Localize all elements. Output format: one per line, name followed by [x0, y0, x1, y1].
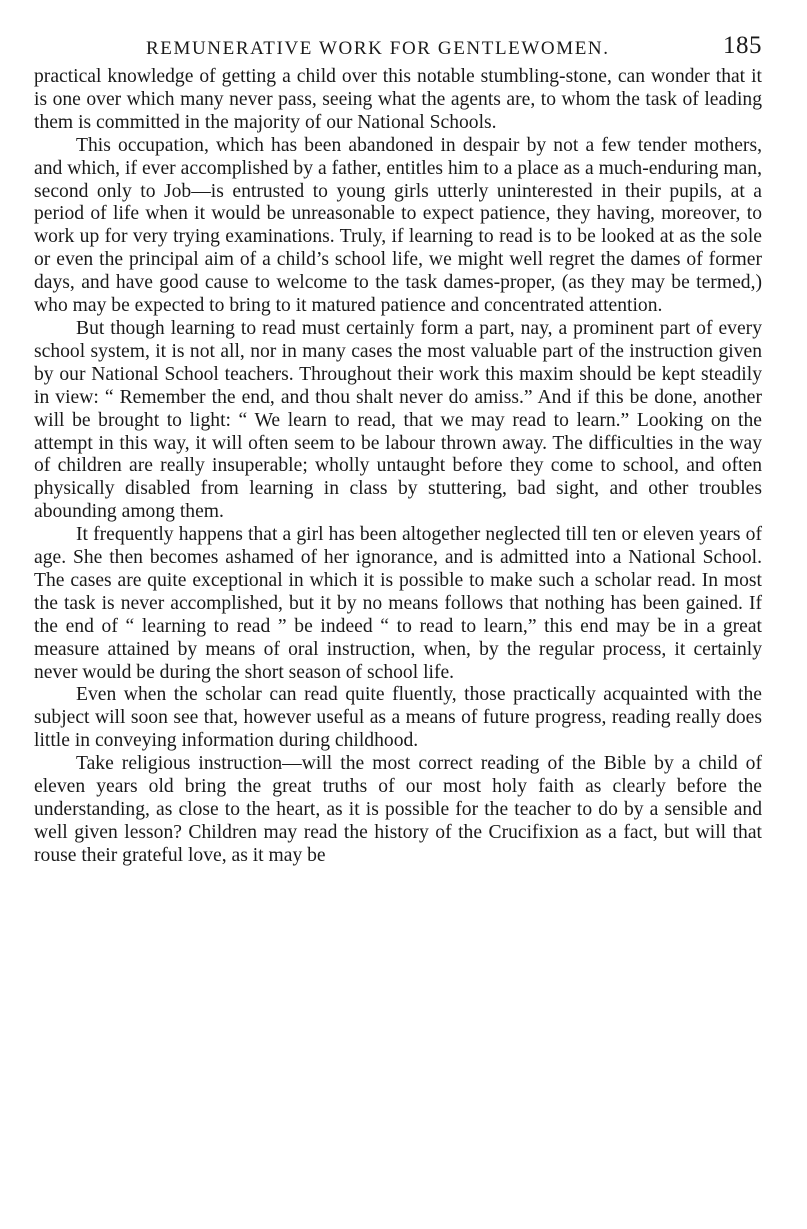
paragraph: Even when the scholar can read quite fluently, those practically acquainted with the subject will soon see that, however useful as a means of future progress, reading really does little in conveying information during childhood. — [34, 684, 762, 752]
paragraph: But though learning to read must certainly form a part, nay, a prominent part of every school system, it is not all, nor in many cases the most valuable part of the instruction given by our National School teachers. Throughout their work this maxim should be kept steadily in view: “ Remember the end, and thou shalt never do amiss.” And if this be done, another will be brought to light: “ We learn to read, that we may read to learn.” Looking on the attempt in this way, it will often seem to be labour thrown away. The difficulties in the way of children are really insuperable; wholly untaught before they come to school, and often physically disabled from learning in class by stuttering, bad sight, and other troubles abounding among them. — [34, 317, 762, 523]
running-title: REMUNERATIVE WORK FOR GENTLEWOMEN. — [146, 38, 610, 59]
paragraph-continued: practical knowledge of getting a child over this notable stumbling-stone, can wonder that it is one over which many never pass, seeing what the agents are, to whom the task of leading them is committed in the majority of our National Schools. — [34, 66, 762, 133]
paragraph: It frequently happens that a girl has been altogether neglected till ten or eleven years of age. She then becomes ashamed of her ignorance, and is admitted into a National School. The cases are quite exceptional in which it is possible to make such a scholar read. In most the task is never accomplished, but it by no means follows that nothing has been gained. If the end of “ learning to read ” be indeed “ to read to learn,” this end may be in a great measure attained by means of oral instruction, when, by the regular process, it certainly never would be during the short season of school life. — [34, 524, 762, 683]
paragraph: Take religious instruction—will the most correct reading of the Bible by a child of eleven years old bring the great truths of our most holy faith as clearly before the understanding, as close to the heart, as it is possible for the teacher to do by a sensible and well given lesson? Children may read the history of the Crucifixion as a fact, but will that rouse their grateful love, as it may be — [34, 753, 762, 866]
running-head — [34, 30, 762, 66]
body-text — [34, 66, 762, 868]
book-page — [34, 30, 762, 868]
page-number: 185 — [723, 32, 762, 59]
paragraph: This occupation, which has been abandoned in despair by not a few tender mothers, and which, if ever accomplished by a father, entitles him to a place as a much-enduring man, second only to Job—is entrusted to young girls utterly uninterested in their pupils, at a period of life when it would be unreasonable to expect patience, they having, moreover, to work up for very trying examinations. Truly, if learning to read is to be looked at as the sole or even the principal aim of a child’s school life, we might well regret the dames of former days, and have good cause to welcome to the task dames-proper, (as they may be termed,) who may be expected to bring to it matured patience and concentrated attention. — [34, 134, 762, 317]
